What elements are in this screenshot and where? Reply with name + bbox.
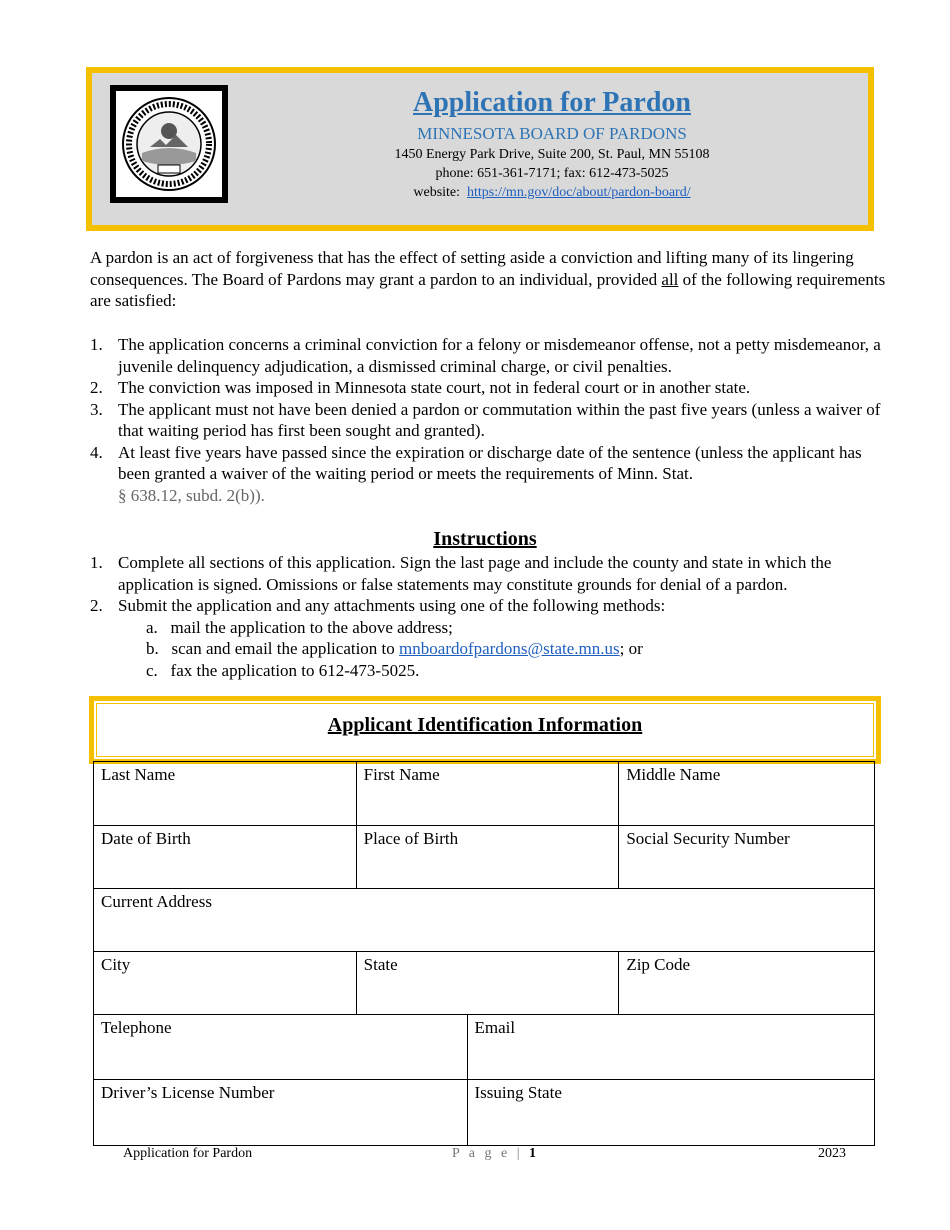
page-title: Application for Pardon bbox=[413, 87, 691, 118]
requirements-list bbox=[90, 334, 885, 506]
section-title: Applicant Identification Information bbox=[327, 714, 643, 736]
middle-name-field[interactable]: Middle Name bbox=[619, 762, 875, 826]
list-item: 1. Complete all sections of this application. Sign the last page and include the county and state in which the application is signed. Omissions or false statements may constitute grounds for denial of a pardon. bbox=[90, 553, 832, 594]
telephone-field[interactable]: Telephone bbox=[94, 1015, 468, 1080]
list-item: 2. Submit the application and any attachments using one of the following methods: a. mail the application to the above address; b. scan and email the application to mnboardofpardons@state.mn.us; or c. fax the application to 612-473-5025. bbox=[90, 595, 885, 681]
place-of-birth-field[interactable]: Place of Birth bbox=[357, 826, 620, 889]
date-of-birth-field[interactable]: Date of Birth bbox=[94, 826, 357, 889]
email-link[interactable]: mnboardofpardons@state.mn.us bbox=[399, 639, 620, 658]
board-website: website: https://mn.gov/doc/about/pardon-board/ bbox=[413, 185, 691, 200]
method-email: b. scan and email the application to mnboardofpardons@state.mn.us; or bbox=[146, 639, 643, 658]
header-box bbox=[86, 67, 874, 231]
last-name-field[interactable]: Last Name bbox=[94, 762, 357, 826]
page-number: P a g e | 1 bbox=[452, 1146, 536, 1161]
ssn-field[interactable]: Social Security Number bbox=[619, 826, 875, 889]
method-fax: c. fax the application to 612-473-5025. bbox=[146, 660, 420, 680]
list-item: 3. The applicant must not have been denied a pardon or commutation within the past five years (unless a waiver of that waiting period has first been sought and granted). bbox=[90, 399, 881, 440]
current-address-field[interactable]: Current Address bbox=[94, 889, 875, 952]
state-seal bbox=[110, 85, 228, 203]
applicant-form bbox=[93, 761, 875, 1146]
board-phone-fax: phone: 651-361-7171; fax: 612-473-5025 bbox=[435, 166, 669, 181]
drivers-license-field[interactable]: Driver’s License Number bbox=[94, 1080, 468, 1146]
list-item: 1. The application concerns a criminal conviction for a felony or misdemeanor offense, not a petty misdemeanor, a juvenile delinquency adjudication, a dismissed criminal charge, or civil penalties. bbox=[90, 335, 881, 376]
list-item: 2. The conviction was imposed in Minnesota state court, not in federal court or in another state. bbox=[90, 378, 751, 397]
zip-code-field[interactable]: Zip Code bbox=[619, 952, 875, 1015]
list-item: 4. At least five years have passed since the expiration or discharge date of the sentence (unless the applicant has been granted a waiver of the waiting period or meets the requirements of Minn. Stat. § 638.12, subd. 2(b)). bbox=[90, 442, 862, 505]
section-header-box bbox=[89, 696, 881, 764]
city-field[interactable]: City bbox=[94, 952, 357, 1015]
intro-paragraph: A pardon is an act of forgiveness that has the effect of setting aside a conviction and lifting many of its lingering consequences. The Board of Pardons may grant a pardon to an individual, provided all of the following requirements are satisfied: bbox=[90, 248, 886, 310]
statute-reference: § 638.12, subd. 2(b)). bbox=[118, 485, 265, 505]
state-field[interactable]: State bbox=[357, 952, 620, 1015]
website-link[interactable]: https://mn.gov/doc/about/pardon-board/ bbox=[467, 185, 691, 200]
email-field[interactable]: Email bbox=[468, 1015, 875, 1080]
method-mail: a. mail the application to the above address; bbox=[146, 617, 453, 637]
footer-year: 2023 bbox=[818, 1146, 846, 1161]
board-name: MINNESOTA BOARD OF PARDONS bbox=[417, 124, 687, 143]
seal-icon bbox=[120, 95, 218, 193]
instructions-list bbox=[90, 552, 885, 681]
instructions-title: Instructions bbox=[433, 528, 537, 550]
first-name-field[interactable]: First Name bbox=[357, 762, 620, 826]
issuing-state-field[interactable]: Issuing State bbox=[468, 1080, 875, 1146]
board-address: 1450 Energy Park Drive, Suite 200, St. Paul, MN 55108 bbox=[394, 147, 710, 162]
footer-title: Application for Pardon bbox=[123, 1146, 253, 1161]
